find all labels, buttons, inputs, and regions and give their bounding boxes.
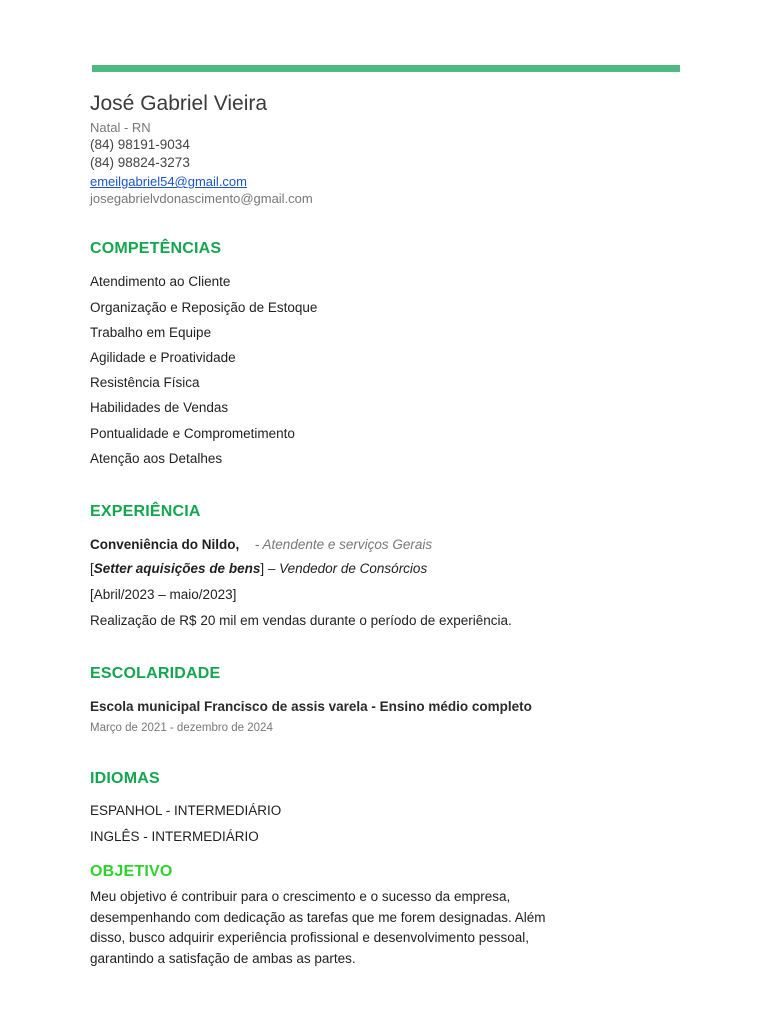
setter-role: – Vendedor de Consórcios — [264, 561, 428, 576]
skill-item: Pontualidade e Comprometimento — [90, 426, 295, 441]
language-item: INGLÊS - INTERMEDIÁRIO — [90, 829, 259, 844]
experience-period: [Abril/2023 – maio/2023] — [90, 587, 237, 602]
objective-text: Meu objetivo é contribuir para o crescimento e o sucesso da empresa, desempenhando com dedicação as tarefas que me forem designadas. Além disso, busco adquirir experiência profissional e desenvolvimento pessoal, garantindo a satisfação de ambas as partes. — [90, 889, 546, 966]
experiencia-heading: EXPERIÊNCIA — [90, 503, 201, 520]
skill-item: Atenção aos Detalhes — [90, 451, 223, 466]
school-period: Março de 2021 - dezembro de 2024 — [90, 722, 273, 734]
person-name: José Gabriel Vieira — [90, 92, 268, 115]
skill-item: Resistência Física — [90, 375, 200, 390]
job-role: - Atendente e serviços Gerais — [254, 537, 433, 552]
skill-item: Trabalho em Equipe — [90, 325, 212, 340]
top-accent-bar — [92, 65, 680, 72]
objetivo-heading: OBJETIVO — [90, 863, 173, 880]
skill-item: Habilidades de Vendas — [90, 400, 229, 415]
bracket-close: ] — [260, 561, 265, 576]
experience-achievement: Realização de R$ 20 mil em vendas durante o período de experiência. — [90, 613, 512, 628]
phone-1: (84) 98191-9034 — [90, 137, 190, 152]
experience-company-line — [90, 537, 432, 552]
phone-2: (84) 98824-3273 — [90, 155, 190, 170]
email-link[interactable]: emeilgabriel54@gmail.com — [90, 174, 247, 189]
experience-setter-line — [90, 561, 427, 576]
idiomas-heading: IDIOMAS — [90, 770, 160, 787]
email-2: josegabrielvdonascimento@gmail.com — [90, 191, 313, 206]
location: Natal - RN — [90, 120, 151, 135]
setter-company: Setter aquisições de bens — [93, 561, 261, 576]
company-name: Conveniência do Nildo, — [90, 537, 240, 552]
skill-item: Atendimento ao Cliente — [90, 274, 231, 289]
skill-item: Agilidade e Proatividade — [90, 350, 236, 365]
skill-item: Organização e Reposição de Estoque — [90, 300, 318, 315]
competencias-heading: COMPETÊNCIAS — [90, 240, 222, 257]
escolaridade-heading: ESCOLARIDADE — [90, 665, 221, 682]
bracket-open: [ — [90, 561, 94, 576]
school-name: Escola municipal Francisco de assis varela - Ensino médio completo — [90, 699, 532, 714]
language-item: ESPANHOL - INTERMEDIÁRIO — [90, 803, 282, 818]
